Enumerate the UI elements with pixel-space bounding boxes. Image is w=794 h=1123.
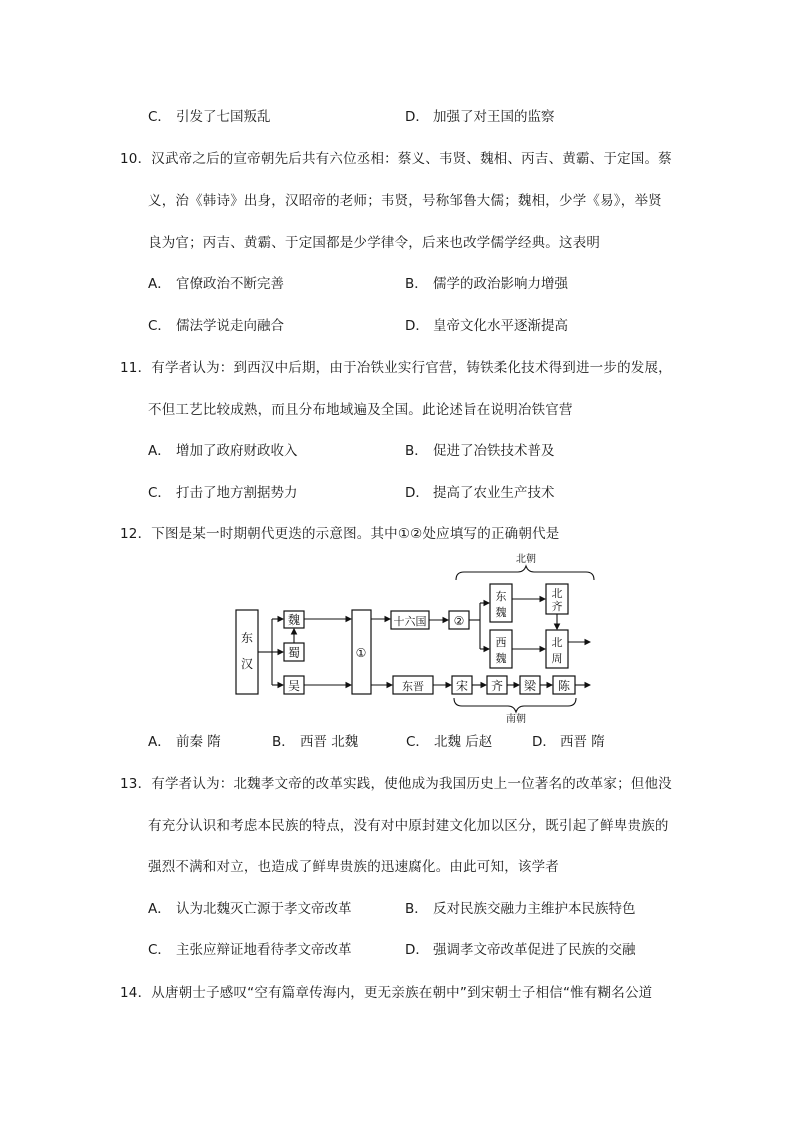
q11-option-c: C． 打击了地方割据势力: [148, 485, 298, 501]
label-donghan-2: 汉: [240, 657, 254, 671]
label-beiqi-1: 北: [551, 587, 563, 600]
q13-line-1: 13．有学者认为：北魏孝文帝的改革实践，使他成为我国历史上一位著名的改革家；但他没: [120, 776, 672, 792]
q11-option-a: A． 增加了政府财政收入: [148, 443, 298, 459]
q9-option-d: D． 加强了对王国的监察: [405, 109, 555, 125]
beichao-brace: [456, 566, 594, 580]
q11-option-b: B． 促进了冶铁技术普及: [405, 443, 555, 459]
label-dongjin: 东晋: [402, 680, 424, 693]
label-xiwei-2: 魏: [495, 652, 507, 665]
q13-line-2: 有充分认识和考虑本民族的特点，没有对中原封建文化加以区分，既引起了鲜卑贵族的: [148, 818, 669, 834]
label-wu: 吴: [287, 679, 301, 693]
q10-line-1: 10．汉武帝之后的宣帝朝先后共有六位丞相：蔡义、韦贤、魏相、丙吉、黄霸、于定国。蔡: [120, 151, 672, 167]
label-dongwei-1: 东: [495, 590, 507, 603]
label-xiwei-1: 西: [495, 636, 507, 649]
nanchao-brace: [454, 698, 576, 712]
q12-option-b: B． 西晋 北魏: [272, 734, 359, 750]
dynasty-diagram: [228, 552, 598, 724]
q12-line-1: 12．下图是某一时期朝代更迭的示意图。其中①②处应填写的正确朝代是: [120, 526, 560, 542]
label-nanchao: 南朝: [506, 714, 526, 724]
q11-options-ab: [148, 442, 708, 460]
q11-options-cd: [148, 484, 708, 502]
q13-option-b: B． 反对民族交融力主维护本民族特色: [405, 901, 636, 917]
q14-line-1: 14．从唐朝士子感叹“空有篇章传海内，更无亲族在朝中”到宋朝士子相信“惟有糊名公道: [120, 985, 653, 1001]
q9-option-c: C． 引发了七国叛乱: [148, 109, 271, 125]
q10-option-b: B． 儒学的政治影响力增强: [405, 276, 568, 292]
q11-option-d: D． 提高了农业生产技术: [405, 485, 555, 501]
q13-option-c: C． 主张应辩证地看待孝文帝改革: [148, 942, 352, 958]
q11-line-2: 不但工艺比较成熟，而且分布地域遍及全国。此论述旨在说明冶铁官营: [148, 402, 573, 418]
q9-options: [148, 108, 708, 126]
q13-line-3: 强烈不满和对立，也造成了鲜卑贵族的迅速腐化。由此可知，该学者: [148, 859, 559, 875]
label-beiqi-2: 齐: [551, 600, 563, 613]
label-donghan-1: 东: [240, 631, 254, 645]
q13-options-ab: [148, 900, 708, 918]
label-wei: 魏: [287, 613, 301, 627]
q12-options: [148, 733, 708, 751]
label-chen: 陈: [557, 679, 571, 693]
q13-option-d: D． 强调孝文帝改革促进了民族的交融: [405, 942, 636, 958]
label-beizhou-2: 周: [551, 652, 563, 665]
label-beichao: 北朝: [516, 554, 536, 565]
q10-options-ab: [148, 275, 708, 293]
label-shu: 蜀: [287, 646, 301, 660]
box-donghan: [236, 610, 258, 694]
q10-line-2: 义，治《韩诗》出身，汉昭帝的老师；韦贤，号称邹鲁大儒；魏相，少学《易》，举贤: [148, 193, 662, 209]
q10-option-c: C． 儒法学说走向融合: [148, 318, 284, 334]
q13-option-a: A． 认为北魏灭亡源于孝文帝改革: [148, 901, 352, 917]
q10-option-d: D． 皇帝文化水平逐渐提高: [405, 318, 568, 334]
q10-option-a: A． 官僚政治不断完善: [148, 276, 284, 292]
q10-line-3: 良为官；丙吉、黄霸、于定国都是少学律令，后来也改学儒学经典。这表明: [148, 235, 601, 251]
label-slot2: ②: [453, 614, 465, 628]
q12-option-a: A． 前秦 隋: [148, 734, 221, 750]
q12-option-c: C． 北魏 后赵: [406, 734, 493, 750]
q10-options-cd: [148, 317, 708, 335]
label-slot1: ①: [355, 646, 367, 660]
q13-options-cd: [148, 941, 708, 959]
label-dongwei-2: 魏: [495, 606, 507, 619]
label-song: 宋: [455, 679, 469, 693]
label-liang: 梁: [523, 679, 537, 693]
label-beizhou-1: 北: [551, 636, 563, 649]
label-shiliuguo: 十六国: [393, 615, 427, 628]
label-qi: 齐: [490, 679, 504, 693]
q12-option-d: D． 西晋 隋: [532, 734, 605, 750]
q11-line-1: 11．有学者认为：到西汉中后期，由于冶铁业实行官营，铸铁柔化技术得到进一步的发展，: [120, 360, 672, 376]
